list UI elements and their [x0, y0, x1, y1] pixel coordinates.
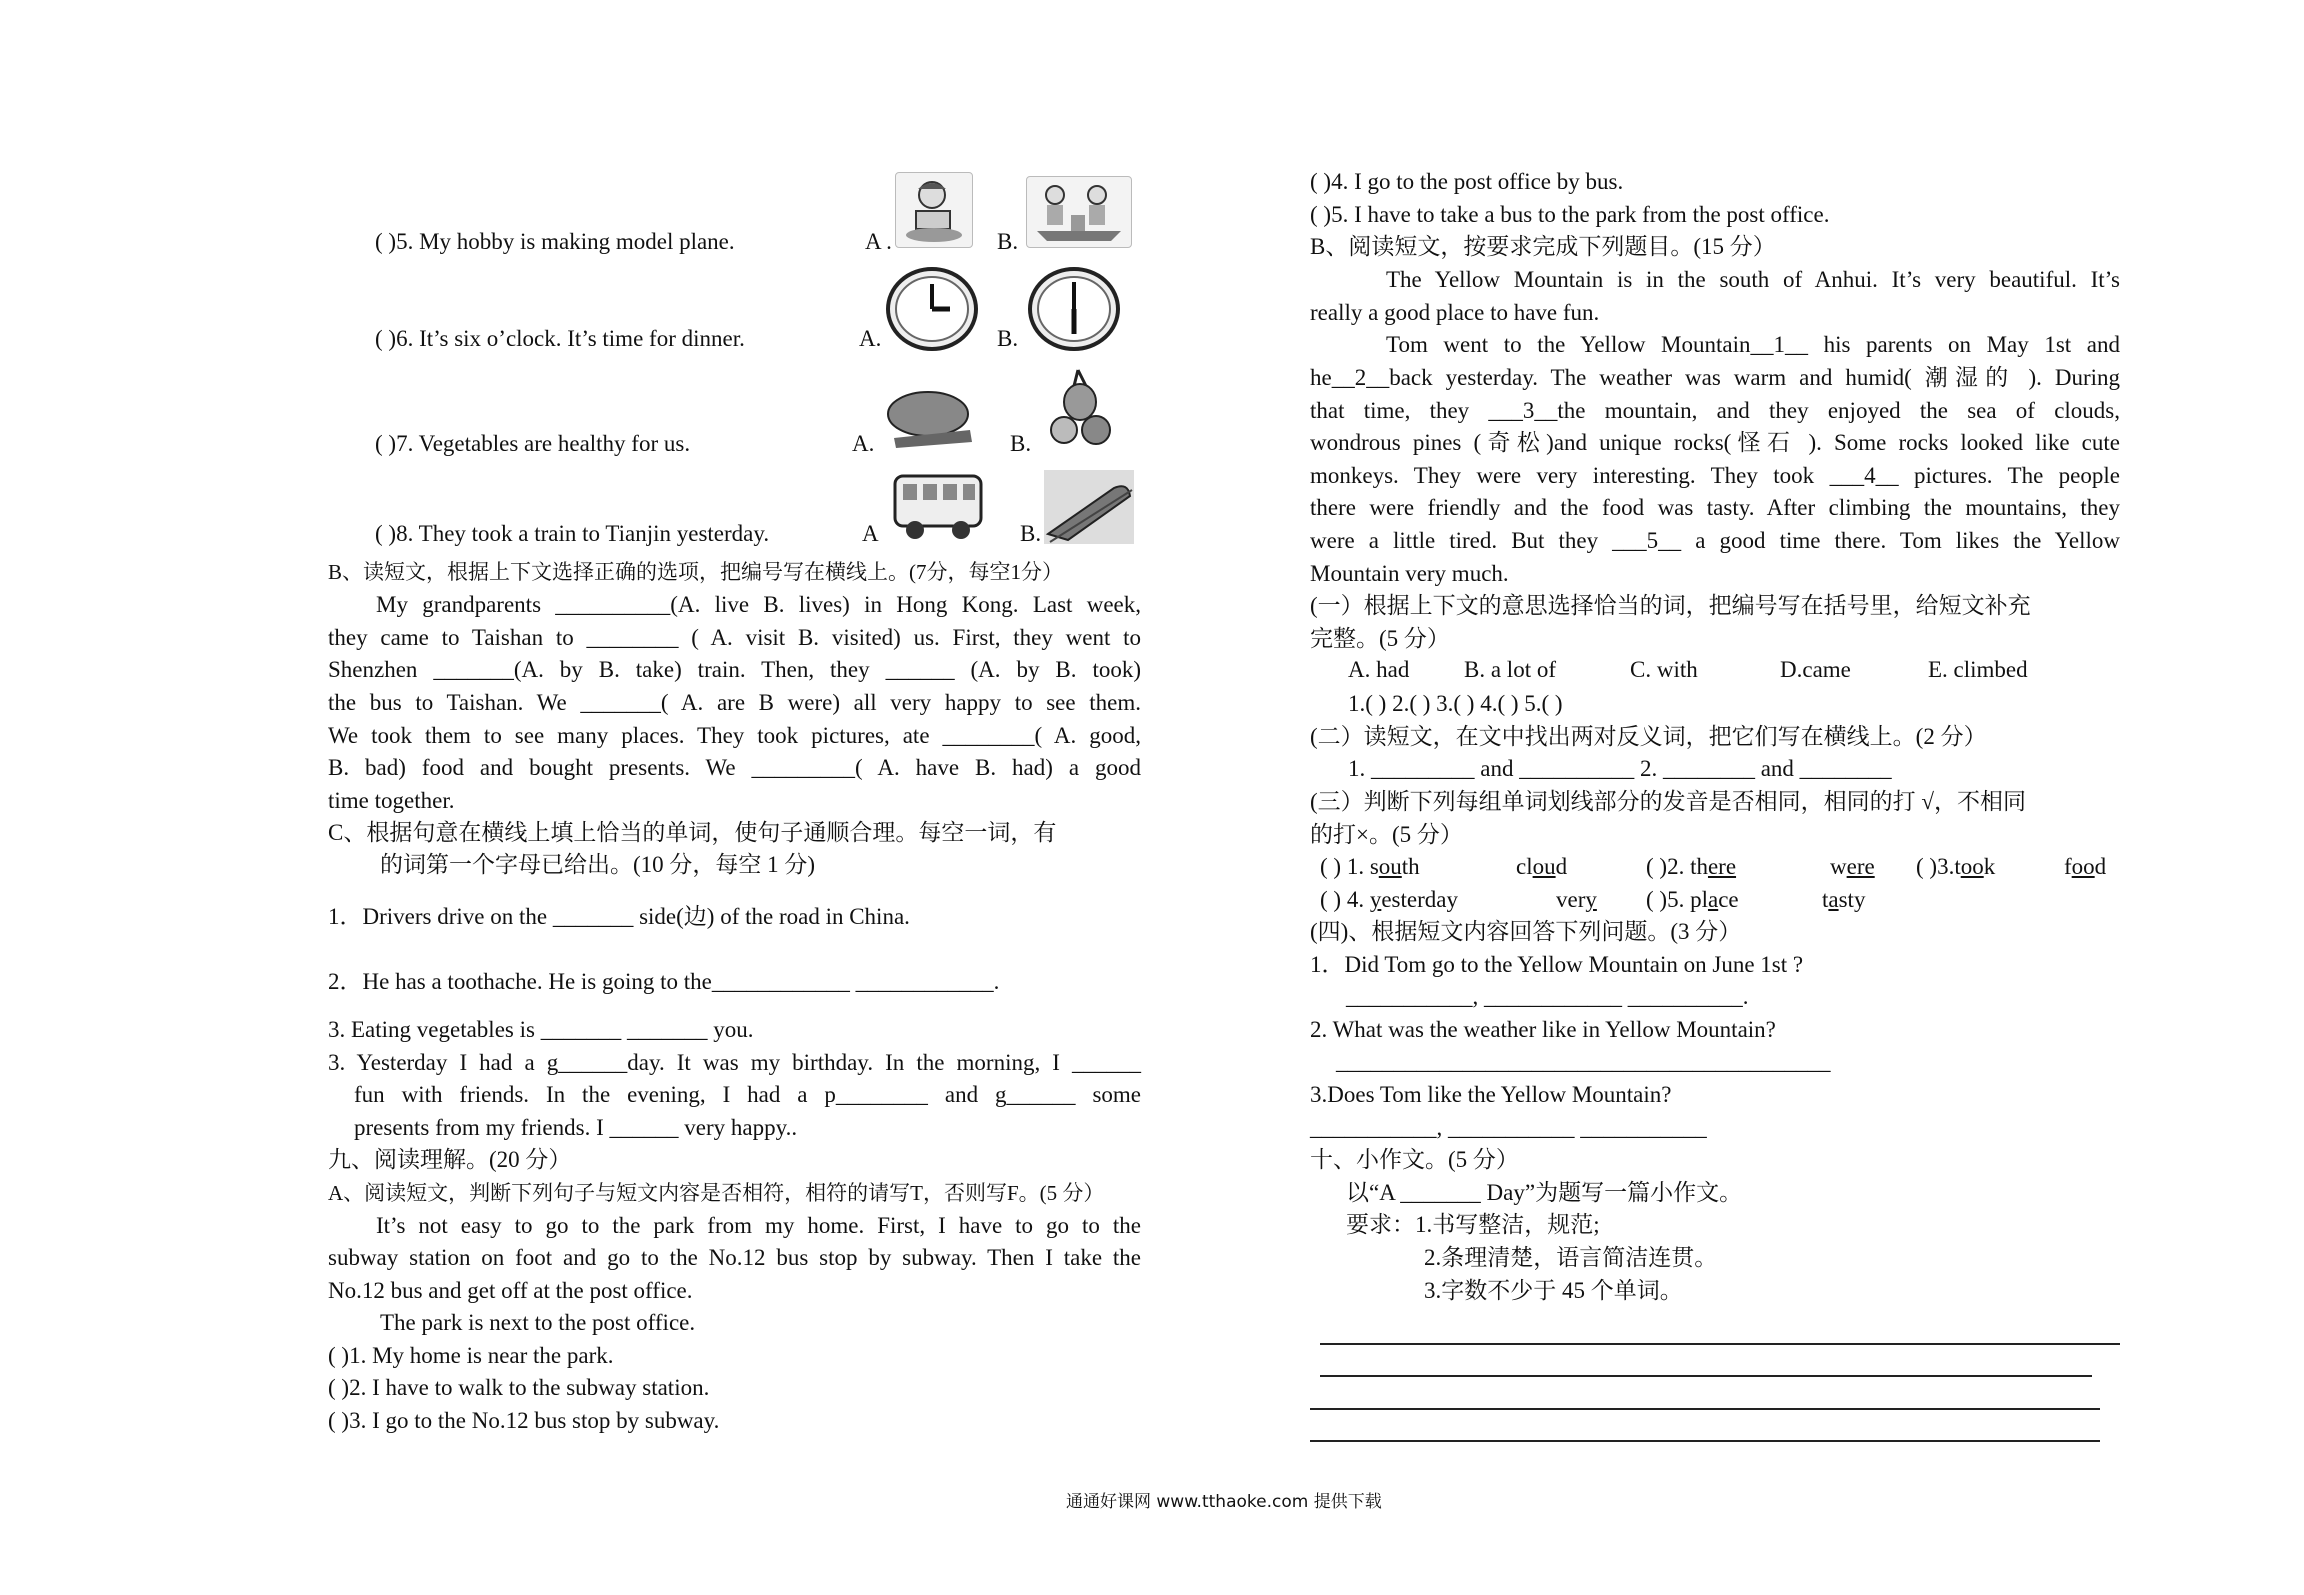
passage-line: really a good place to have fun.	[1310, 300, 1600, 325]
cloze-line: Shenzhen _______(A. by B. take) train. Then, they ______ (A. by B. took)	[328, 657, 1141, 682]
fill-in-question-2: 2．He has a toothache. He is going to the____________ ____________.	[328, 969, 1000, 994]
subsection-3-instructions-cont: 的打×。(5 分）	[1310, 822, 1463, 847]
answer-blanks: 1.( ) 2.( ) 3.( ) 4.( ) 5.( )	[1348, 691, 1563, 716]
subsection-4-instructions: (四)、根据短文内容回答下列问题。(3 分）	[1310, 919, 1742, 944]
true-false-item: ( )1. My home is near the park.	[328, 1343, 614, 1368]
option-b-label: B.	[1020, 521, 1042, 546]
option-b-label: B.	[997, 326, 1019, 351]
children-with-model-ship-picture	[1026, 176, 1132, 248]
question-2: 2. What was the weather like in Yellow Mountain?	[1310, 1017, 1776, 1042]
subsection-1-instructions: (一）根据上下文的意思选择恰当的词，把编号写在括号里，给短文补充	[1310, 593, 2031, 618]
boy-building-model-picture	[895, 172, 973, 248]
pronunciation-item: ( )2. there	[1646, 854, 1737, 879]
passage-line: The Yellow Mountain is in the south of Anhui. It’s very beautiful. It’s	[1386, 267, 2120, 292]
cloze-line: time together.	[328, 788, 455, 813]
subsection-3-instructions: (三）判断下列每组单词划线部分的发音是否相同，相同的打 √，不相同	[1310, 789, 2027, 814]
writing-line	[1320, 1343, 2120, 1345]
pronunciation-item: ( ) 1. south	[1320, 854, 1420, 879]
true-false-item: ( )2. I have to walk to the subway station.	[328, 1375, 710, 1400]
fill-in-question-3: 3. Eating vegetables is _______ _______ you.	[328, 1017, 754, 1042]
cloze-line: We took them to see many places. They took pictures, ate ________( A. good,	[328, 723, 1141, 748]
question-8: ( )8. They took a train to Tianjin yesterday.	[375, 521, 770, 546]
part-b-instructions: B、阅读短文，按要求完成下列题目。(15 分）	[1310, 234, 1776, 259]
passage-line: were a little tired. But they ___5__ a good time there. Tom likes the Yellow	[1310, 528, 2120, 553]
part-b-instructions: B、读短文，根据上下文选择正确的选项，把编号写在横线上。(7分，每空1分）	[328, 560, 1063, 584]
fill-in-question-4-line: 3. Yesterday I had a g______day. It was my birthday. In the morning, I ______	[328, 1050, 1141, 1075]
word-option: A. had	[1348, 657, 1410, 682]
writing-line	[1320, 1375, 2092, 1377]
option-b-label: B.	[997, 229, 1019, 254]
section-9-title: 九、阅读理解。(20 分）	[328, 1147, 572, 1172]
pronunciation-word: were	[1830, 854, 1875, 879]
passage-line: Mountain very much.	[1310, 561, 1509, 586]
question-6: ( )6. It’s six o’clock. It’s time for dinner.	[375, 326, 745, 351]
option-a-label: A.	[852, 431, 875, 456]
cloze-line: B. bad) food and bought presents. We _________( A. have B. had) a good	[328, 755, 1141, 780]
option-b-label: B.	[1010, 431, 1032, 456]
writing-line	[1310, 1408, 2100, 1410]
pronunciation-word: cloud	[1516, 854, 1568, 879]
cloze-line: they came to Taishan to ________ ( A. visit B. visited) us. First, they went to	[328, 625, 1141, 650]
option-a-label: A.	[859, 326, 882, 351]
question-7: ( )7. Vegetables are healthy for us.	[375, 431, 691, 456]
writing-line	[1310, 1440, 2100, 1442]
footer-credit: 通通好课网 www.tthaoke.com 提供下载	[1066, 1492, 1382, 1512]
true-false-item: ( )4. I go to the post office by bus.	[1310, 169, 1624, 194]
pronunciation-item: ( )5. place	[1646, 887, 1739, 912]
passage-line: that time, they ___3__the mountain, and they enjoyed the sea of clouds,	[1310, 398, 2120, 423]
word-option: E. climbed	[1928, 657, 2028, 682]
antonym-blanks: 1. _________ and __________ 2. ________ and ________	[1348, 756, 1892, 781]
reading-line: subway station on foot and go to the No.12 bus stop by subway. Then I take the	[328, 1245, 1141, 1270]
reading-line: It’s not easy to go to the park from my home. First, I have to go to the	[376, 1213, 1141, 1238]
pronunciation-item: ( ) 4. yesterday	[1320, 887, 1458, 912]
word-option: C. with	[1630, 657, 1698, 682]
reading-line: The park is next to the post office.	[380, 1310, 696, 1335]
passage-line: there were friendly and the food was tasty. After climbing the mountains, they	[1310, 495, 2120, 520]
question-1: 1．Did Tom go to the Yellow Mountain on June 1st ?	[1310, 952, 1804, 977]
option-a-label: A	[862, 521, 879, 546]
clock-picture	[884, 266, 980, 352]
passage-line: monkeys. They were very interesting. They took ___4__ pictures. The people	[1310, 463, 2120, 488]
part-c-instructions-cont: 的词第一个字母已给出。(10 分，每空 1 分)	[380, 852, 816, 877]
reading-line: No.12 bus and get off at the post office.	[328, 1278, 693, 1303]
true-false-item: ( )5. I have to take a bus to the park from the post office.	[1310, 202, 1830, 227]
word-option: D.came	[1780, 657, 1851, 682]
cloze-line: the bus to Taishan. We _______( A. are B were) all very happy to see them.	[328, 690, 1141, 715]
subsection-1-instructions-cont: 完整。(5 分）	[1310, 626, 1450, 651]
passage-line: Tom went to the Yellow Mountain__1__ his parents on May 1st and	[1386, 332, 2120, 357]
true-false-item: ( )3. I go to the No.12 bus stop by subway.	[328, 1408, 720, 1433]
fruit-basket-picture	[1044, 364, 1122, 454]
passage-line: wondrous pines (奇松)and unique rocks(怪石 ). Some rocks looked like cute	[1310, 430, 2120, 455]
subsection-2-instructions: (二）读短文，在文中找出两对反义词，把它们写在横线上。(2 分）	[1310, 724, 1987, 749]
requirement-3: 3.字数不少于 45 个单词。	[1424, 1278, 1683, 1303]
question-5: ( )5. My hobby is making model plane.	[375, 229, 735, 254]
requirement-1: 要求：1.书写整洁，规范;	[1346, 1212, 1600, 1237]
pronunciation-word: food	[2064, 854, 2107, 879]
fill-in-question-4-line: presents from my friends. I ______ very happy..	[354, 1115, 798, 1140]
section-9a-instructions: A、阅读短文，判断下列句子与短文内容是否相符，相符的请写T，否则写F。(5 分）	[328, 1181, 1105, 1205]
passage-line: he__2__back yesterday. The weather was warm and humid( 潮湿的 ). During	[1310, 365, 2120, 390]
option-a-label: A .	[865, 229, 892, 254]
fill-in-question-4-line: fun with friends. In the evening, I had a p________ and g______ some	[354, 1082, 1141, 1107]
answer-line-2: ___________________________________________	[1336, 1049, 1831, 1074]
requirement-2: 2.条理清楚，语言简洁连贯。	[1424, 1245, 1718, 1270]
train-picture	[1044, 470, 1134, 544]
composition-prompt: 以“A _______ Day”为题写一篇小作文。	[1346, 1180, 1743, 1205]
answer-line-3: ___________, ___________ ___________	[1310, 1115, 1707, 1140]
pronunciation-word: tasty	[1822, 887, 1866, 912]
fill-in-question-1: 1．Drivers drive on the _______ side(边) of the road in China.	[328, 904, 910, 929]
clock-picture	[1026, 266, 1122, 352]
answer-line-1: ___________, ____________ __________.	[1346, 984, 1749, 1009]
pronunciation-word: very	[1556, 887, 1597, 912]
pronunciation-item: ( )3.took	[1916, 854, 1996, 879]
word-option: B. a lot of	[1464, 657, 1556, 682]
question-3: 3.Does Tom like the Yellow Mountain?	[1310, 1082, 1672, 1107]
bus-picture	[891, 470, 987, 544]
meat-and-carrot-picture	[880, 386, 984, 454]
cloze-line: My grandparents __________(A. live B. lives) in Hong Kong. Last week,	[376, 592, 1141, 617]
section-10-title: 十、小作文。(5 分）	[1310, 1147, 1519, 1172]
part-c-instructions: C、根据句意在横线上填上恰当的单词，使句子通顺合理。每空一词，有	[328, 820, 1057, 845]
